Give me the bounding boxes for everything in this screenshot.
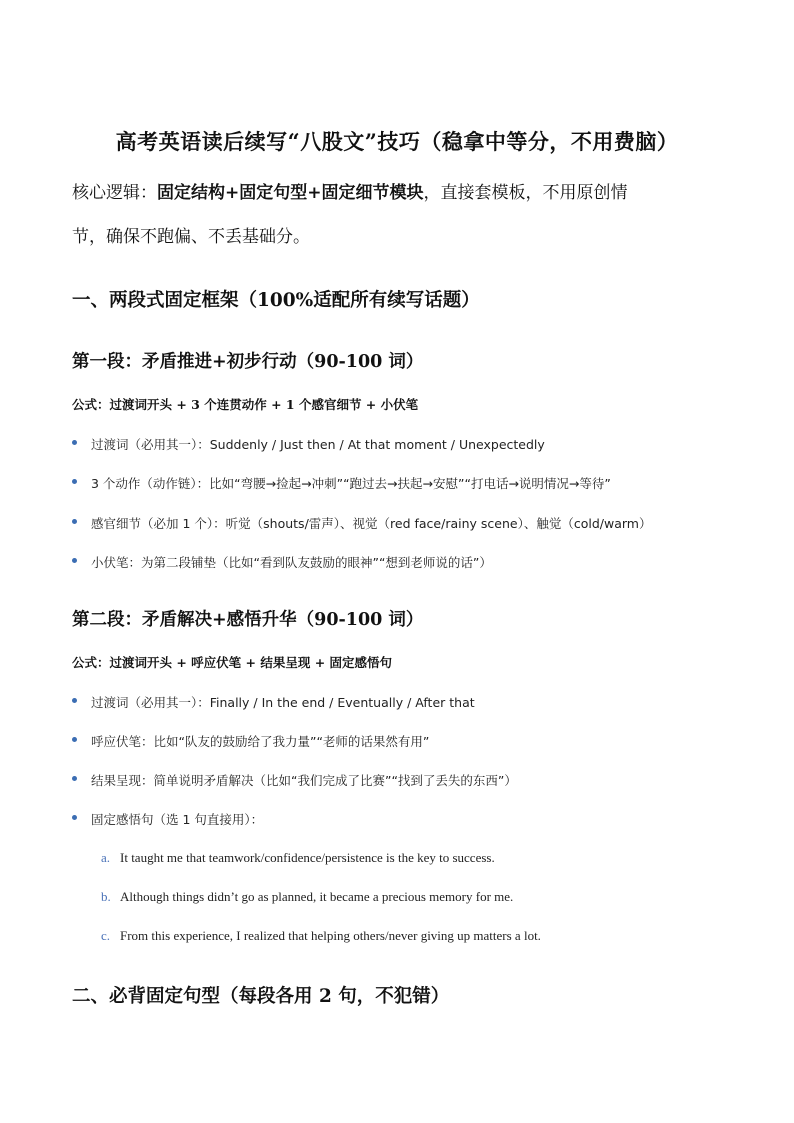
bullet-dot xyxy=(72,479,77,484)
paragraph-1-heading: 第一段：矛盾推进+初步行动（90-100 词） xyxy=(72,352,424,372)
list-item-text: 呼应伏笔：比如“队友的鼓励给了我力量”“老师的话果然有用” xyxy=(91,734,430,749)
paragraph-1-formula: 公式：过渡词开头 + 3 个连贯动作 + 1 个感官细节 + 小伏笔 xyxy=(72,397,419,412)
sentence-marker: a. xyxy=(101,850,111,865)
sentence-item xyxy=(101,928,541,944)
sentence-text: Although things didn’t go as planned, it became a precious memory for me. xyxy=(120,889,514,904)
sentence-item xyxy=(101,889,513,905)
intro-bold: 固定结构+固定句型+固定细节模块 xyxy=(157,183,424,203)
sentence-item xyxy=(101,850,495,866)
intro-prefix: 核心逻辑： xyxy=(72,183,157,203)
paragraph-2-formula: 公式：过渡词开头 + 呼应伏笔 + 结果呈现 + 固定感悟句 xyxy=(72,655,393,670)
bullet-dot xyxy=(72,698,77,703)
list-item-text: 感官细节（必加 1 个）：听觉（shouts/雷声）、视觉（red face/rainy scene）、触觉（cold/warm） xyxy=(91,516,652,531)
intro-suffix: ，直接套模板，不用原创情 xyxy=(423,183,628,203)
intro-line-1 xyxy=(72,181,732,205)
intro-line-2: 节，确保不跑偏、不丢基础分。 xyxy=(72,227,310,247)
sentence-text: From this experience, I realized that helping others/never giving up matters a lot. xyxy=(120,928,541,943)
paragraph-2-heading: 第二段：矛盾解决+感悟升华（90-100 词） xyxy=(72,610,424,630)
bullet-dot xyxy=(72,776,77,781)
section-1-heading: 一、两段式固定框架（100%适配所有续写话题） xyxy=(72,290,480,311)
list-item-text: 结果呈现：简单说明矛盾解决（比如“我们完成了比赛”“找到了丢失的东西”） xyxy=(91,773,517,788)
bullet-dot xyxy=(72,815,77,820)
bullet-dot xyxy=(72,737,77,742)
list-item-text: 小伏笔：为第二段铺垫（比如“看到队友鼓励的眼神”“想到老师说的话”） xyxy=(91,555,492,570)
bullet-dot xyxy=(72,440,77,445)
sentence-text: It taught me that teamwork/confidence/persistence is the key to success. xyxy=(120,850,495,865)
list-item-text: 过渡词（必用其一）：Suddenly / Just then / At that moment / Unexpectedly xyxy=(91,437,545,452)
list-item-text: 3 个动作（动作链）：比如“弯腰→捡起→冲刺”“跑过去→扶起→安慰”“打电话→说明情况→等待” xyxy=(91,476,611,491)
bullet-dot xyxy=(72,558,77,563)
list-item-text: 固定感悟句（选 1 句直接用）： xyxy=(91,812,264,827)
sentence-marker: c. xyxy=(101,928,111,943)
sentence-marker: b. xyxy=(101,889,111,904)
list-item-text: 过渡词（必用其一）：Finally / In the end / Eventually / After that xyxy=(91,695,475,710)
section-2-heading: 二、必背固定句型（每段各用 2 句，不犯错） xyxy=(72,986,450,1007)
document-title: 高考英语读后续写“八股文”技巧（稳拿中等分，不用费脑） xyxy=(115,129,679,154)
bullet-dot xyxy=(72,519,77,524)
